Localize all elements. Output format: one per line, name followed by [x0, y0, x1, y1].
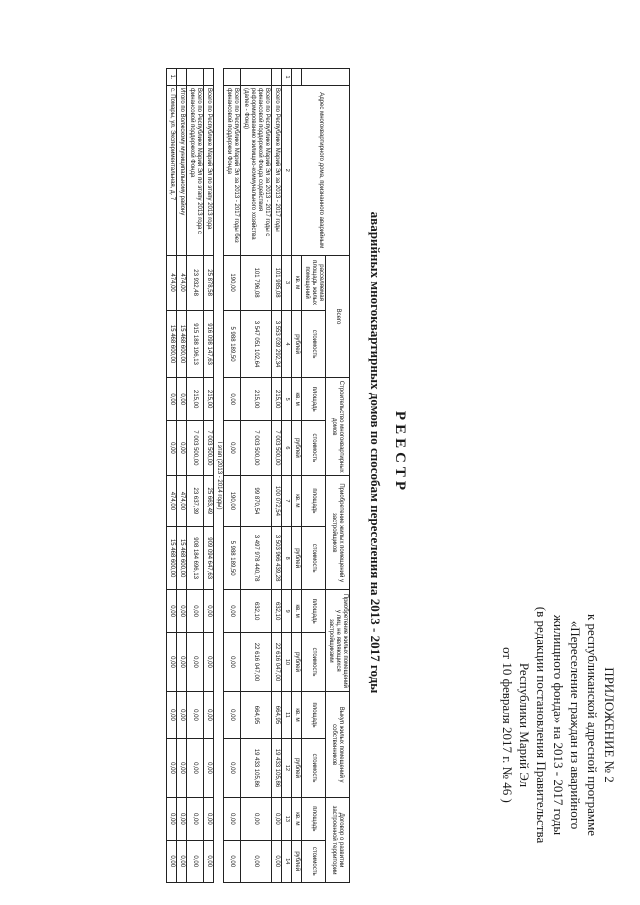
- column-index-cell: 9: [282, 590, 292, 632]
- header-number: [302, 69, 350, 86]
- header-area: площадь: [302, 378, 326, 420]
- table-cell: 0,00: [204, 692, 214, 739]
- appendix-line: к республиканской адресной программе: [585, 613, 600, 837]
- table-cell: 0,00: [187, 632, 204, 691]
- header-unit-rub: рублей: [292, 420, 302, 475]
- table-cell: 7 003 500,00: [241, 420, 272, 475]
- table-cell: 7 003 500,00: [204, 420, 214, 475]
- header-unit: [292, 69, 302, 86]
- table-cell: 0,00: [187, 798, 204, 840]
- table-cell: 0,00: [177, 590, 187, 632]
- table-cell: 0,00: [177, 632, 187, 691]
- header-unit-rub: рублей: [292, 840, 302, 882]
- header-area: площадь: [302, 475, 326, 526]
- stage-row: [214, 69, 224, 883]
- table-cell: 5 988 189,50: [224, 526, 241, 590]
- column-index-cell: 1: [282, 69, 292, 86]
- header-purchase-builders: Приобретение жилых помещений у застройщиков: [326, 475, 350, 589]
- column-index-cell: 7: [282, 475, 292, 526]
- row-number: 1.: [167, 69, 177, 86]
- column-index-cell: 4: [282, 310, 292, 378]
- table-cell: 474,00: [177, 475, 187, 526]
- appendix-line: «Переселение граждан из аварийного: [568, 620, 583, 830]
- table-cell: 15 468 600,00: [167, 310, 177, 378]
- table-cell: 664,95: [272, 692, 282, 739]
- table-cell: 0,00: [204, 590, 214, 632]
- column-index-cell: 10: [282, 632, 292, 691]
- header-cost: стоимость: [302, 420, 326, 475]
- table-cell: 632,10: [272, 590, 282, 632]
- table-cell: 101 985,08: [272, 255, 282, 310]
- table-cell: 0,00: [187, 590, 204, 632]
- row-label: Итого по Волжскому муниципальному району: [177, 85, 187, 255]
- table-cell: 0,00: [177, 738, 187, 797]
- table-cell: 0,00: [224, 590, 241, 632]
- header-unit-sqm: кв. м: [292, 378, 302, 420]
- column-index-cell: 5: [282, 378, 292, 420]
- table-cell: 0,00: [187, 840, 204, 882]
- table-row: [241, 69, 272, 883]
- table-cell: 19 433 105,86: [241, 738, 272, 797]
- table-row: [272, 69, 282, 883]
- table-cell: 0,00: [177, 378, 187, 420]
- header-unit-rub: рублей: [292, 526, 302, 590]
- header-area: площадь: [302, 798, 326, 840]
- column-index-cell: 2: [282, 85, 292, 255]
- row-number: [241, 69, 272, 86]
- header-buyout: Выкуп жилых помещений у собственников: [326, 692, 350, 798]
- row-number: [177, 69, 187, 86]
- table-cell: 100 072,54: [272, 475, 282, 526]
- table-cell: 0,00: [177, 420, 187, 475]
- row-number: [187, 69, 204, 86]
- column-index-cell: 14: [282, 840, 292, 882]
- table-cell: 632,10: [241, 590, 272, 632]
- header-unit-sqm: кв. м: [292, 255, 302, 310]
- table-cell: 22 616 047,00: [272, 632, 282, 691]
- table-cell: 474,00: [177, 255, 187, 310]
- table-cell: 0,00: [224, 420, 241, 475]
- table-cell: 0,00: [167, 738, 177, 797]
- column-index-cell: 13: [282, 798, 292, 840]
- table-row: [224, 69, 241, 883]
- table-cell: 0,00: [224, 798, 241, 840]
- column-index-cell: 8: [282, 526, 292, 590]
- table-cell: 0,00: [187, 738, 204, 797]
- table-cell: 0,00: [167, 420, 177, 475]
- table-cell: 0,00: [272, 798, 282, 840]
- table-cell: 908 184 696,13: [187, 526, 204, 590]
- table-cell: 215,00: [272, 378, 282, 420]
- table-cell: 909 094 647,63: [204, 526, 214, 590]
- header-purchase-nonbuilders: Приобретение жилых помещений у лиц, не являющихся застройщиками: [326, 590, 350, 692]
- table-cell: 0,00: [167, 798, 177, 840]
- table-cell: 19 433 105,86: [272, 738, 282, 797]
- table-cell: 215,00: [204, 378, 214, 420]
- table-cell: 15 468 600,00: [167, 526, 177, 590]
- table-cell: 916 098 147,63: [204, 310, 214, 378]
- table-cell: 190,00: [224, 255, 241, 310]
- row-number: [272, 69, 282, 86]
- header-cost: стоимость: [302, 310, 326, 378]
- table-cell: 0,00: [177, 692, 187, 739]
- header-cost: стоимость: [302, 632, 326, 691]
- table-cell: 474,00: [167, 475, 177, 526]
- column-index-cell: 12: [282, 738, 292, 797]
- table-cell: 664,95: [241, 692, 272, 739]
- table-cell: 0,00: [241, 840, 272, 882]
- table-body-stage: [214, 69, 224, 883]
- header-cost: стоимость: [302, 738, 326, 797]
- header-cost: стоимость: [302, 526, 326, 590]
- table-cell: 0,00: [167, 378, 177, 420]
- table-cell: 0,00: [167, 632, 177, 691]
- header-cost: стоимость: [302, 840, 326, 882]
- table-cell: 0,00: [167, 590, 177, 632]
- table-cell: 25 878,58: [204, 255, 214, 310]
- table-cell: 474,00: [167, 255, 177, 310]
- column-index-cell: 6: [282, 420, 292, 475]
- table-cell: 101 796,08: [241, 255, 272, 310]
- appendix-line: Республики Марий Эл: [517, 662, 532, 788]
- table-cell: 215,00: [241, 378, 272, 420]
- table-cell: 0,00: [224, 692, 241, 739]
- table-cell: 3 503 966 439,28: [272, 526, 282, 590]
- table-cell: 7 003 500,00: [187, 420, 204, 475]
- table-cell: 5 988 189,50: [224, 310, 241, 378]
- document-subtitle: аварийных многоквартирных домов по способам переселения на 2013 - 2017 годы: [368, 211, 383, 694]
- registry-table: [166, 68, 350, 883]
- table-body-totals: [224, 69, 282, 883]
- table-cell: 15 468 600,00: [177, 526, 187, 590]
- document-title: РЕЕСТР: [392, 410, 408, 495]
- table-cell: 0,00: [204, 840, 214, 882]
- table-cell: 0,00: [272, 840, 282, 882]
- row-label: Всего по Республике Марий Эл за 2013 - 2017 годы с финансовой поддержкой Фонда содействия реформированию жилищно-коммунального хозяйства (далее - Фонд): [241, 85, 272, 255]
- header-unit-sqm: кв. м: [292, 475, 302, 526]
- header-unit-sqm: кв. м: [292, 798, 302, 840]
- header-agreement: Договор о развитии застроенной территории: [326, 798, 350, 883]
- table-cell: 23 932,48: [187, 255, 204, 310]
- header-unit-rub: рублей: [292, 310, 302, 378]
- appendix-line: от 10 февраля 2017 г. № 46 ): [500, 647, 515, 803]
- table-cell: 0,00: [241, 798, 272, 840]
- header-total: Всего: [326, 255, 350, 378]
- table-cell: 0,00: [224, 632, 241, 691]
- table-row: [177, 69, 187, 883]
- header-area: площадь: [302, 692, 326, 739]
- row-label: Всего по Республике Марий Эл за 2013 - 2017 годы: [272, 85, 282, 255]
- row-number: [204, 69, 214, 86]
- table-cell: 22 616 047,00: [241, 632, 272, 691]
- table-cell: 0,00: [204, 632, 214, 691]
- table-cell: 215,00: [187, 378, 204, 420]
- table-cell: 99 870,54: [241, 475, 272, 526]
- table-cell: 190,00: [224, 475, 241, 526]
- table-cell: 0,00: [204, 738, 214, 797]
- table-cell: 0,00: [224, 378, 241, 420]
- row-label: Всего по Республике Марий Эл по этапу 2013 года с финансовой поддержкой Фонда: [187, 85, 204, 255]
- table-cell: 915 188 196,13: [187, 310, 204, 378]
- table-cell: 0,00: [167, 840, 177, 882]
- header-unit-sqm: кв. м: [292, 692, 302, 739]
- stage-label: I этап (2013 - 2014 годы): [214, 69, 224, 883]
- table-cell: 0,00: [187, 692, 204, 739]
- table-cell: 15 468 600,00: [177, 310, 187, 378]
- table-row: [204, 69, 214, 883]
- header-construction: Строительство многоквартирных домов: [326, 378, 350, 476]
- row-label: Всего по Республике Марий Эл за 2013 - 2017 годы без финансовой поддержки Фонда: [224, 85, 241, 255]
- header-row-groups: [326, 69, 350, 883]
- table-row: [167, 69, 177, 883]
- table-cell: 0,00: [177, 798, 187, 840]
- table-cell: 25 663,49: [204, 475, 214, 526]
- table-cell: 23 637,39: [187, 475, 204, 526]
- header-unit-rub: рублей: [292, 632, 302, 691]
- header-area: площадь: [302, 590, 326, 632]
- appendix-line: жилищного фонда» на 2013 - 2017 годы: [551, 614, 566, 836]
- table-cell: 0,00: [177, 840, 187, 882]
- row-label: с. Помары, ул. Экспериментальная, д. 7: [167, 85, 177, 255]
- table-cell: 7 003 500,00: [272, 420, 282, 475]
- table-body-stage-rows: [167, 69, 214, 883]
- table-cell: 0,00: [167, 692, 177, 739]
- table-cell: 0,00: [204, 798, 214, 840]
- row-number: [224, 69, 241, 86]
- row-label: Всего по Республике Марий Эл по этапу 2013 года: [204, 85, 214, 255]
- table-cell: 0,00: [224, 738, 241, 797]
- header-unit-sqm: кв. м: [292, 590, 302, 632]
- column-index-cell: 3: [282, 255, 292, 310]
- header-unit-rub: рублей: [292, 738, 302, 797]
- table-cell: 3 547 051 102,64: [241, 310, 272, 378]
- header-address: Адрес многоквартирного дома, признанного аварийным: [292, 85, 350, 255]
- table-row: [187, 69, 204, 883]
- column-index-row: [282, 69, 292, 883]
- table-cell: 3 497 978 440,78: [241, 526, 272, 590]
- column-index-cell: 11: [282, 692, 292, 739]
- table-cell: 0,00: [224, 840, 241, 882]
- header-resettled-area: расселяемая площадь жилых помещений: [302, 255, 326, 310]
- appendix-header: [499, 555, 618, 895]
- appendix-line: (в редакции постановления Правительства: [534, 606, 549, 844]
- table-cell: 3 553 039 292,34: [272, 310, 282, 378]
- appendix-line: ПРИЛОЖЕНИЕ № 2: [602, 667, 617, 783]
